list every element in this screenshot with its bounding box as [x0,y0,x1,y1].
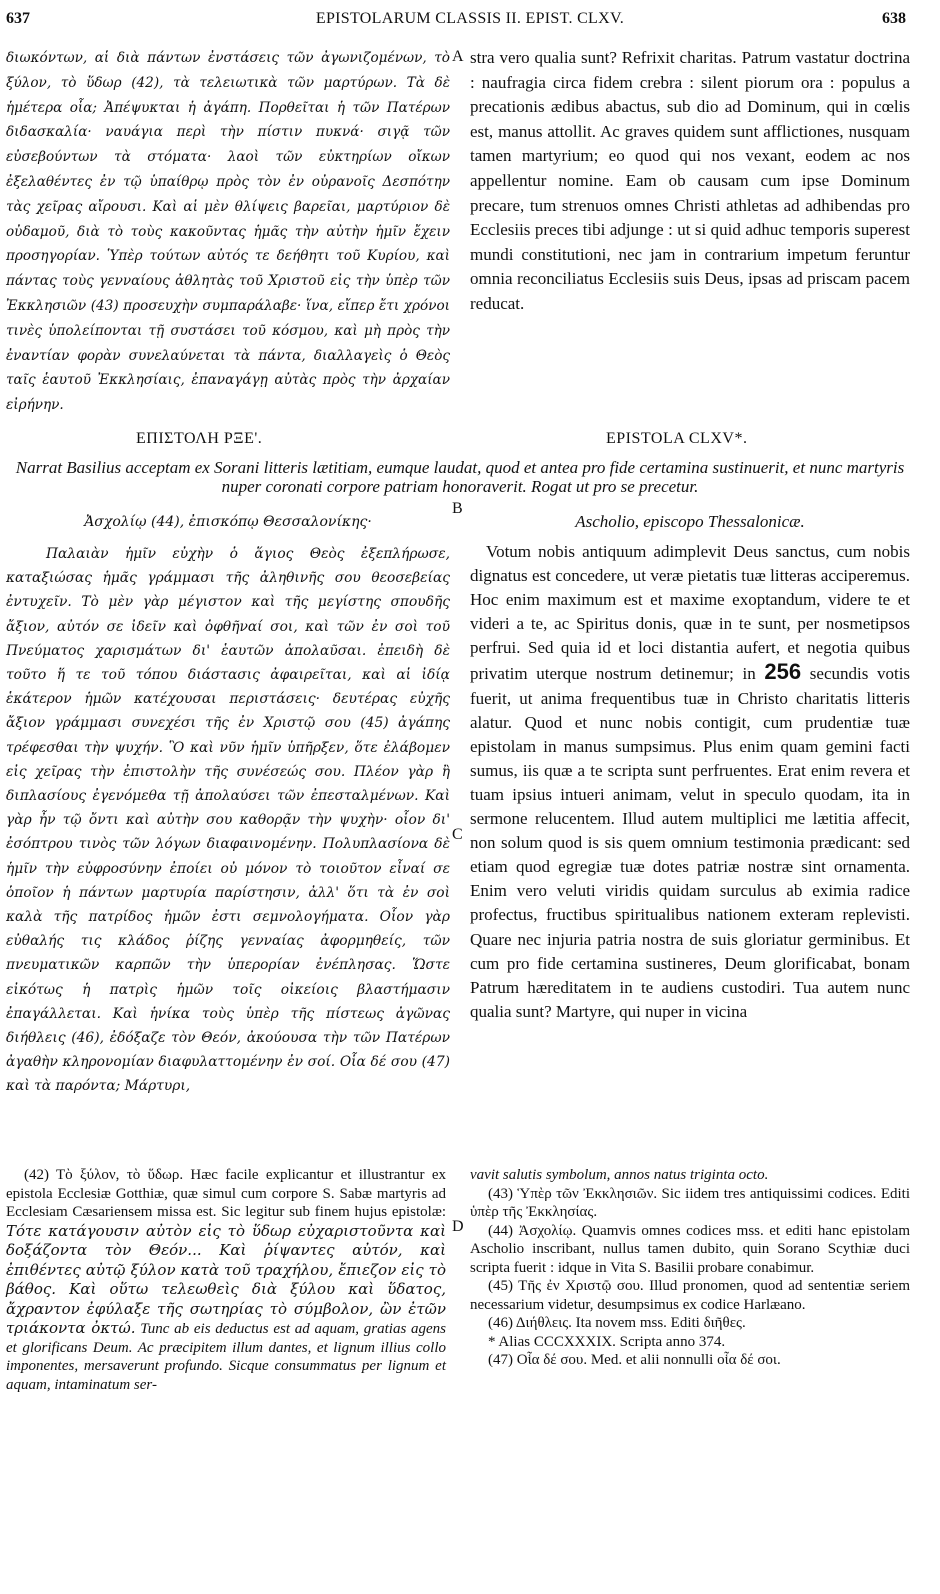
running-title: EPISTOLARUM CLASSIS II. EPIST. CLXV. [315,10,625,27]
latin-paragraph-top: stra vero qualia sunt? Refrixit charitas. Patrum vastatur doctrina : naufragia circa fidem crebra : silent piorum ora : populus a precationis ædibus abactus, sub dio ad Dominum, qui in cœlis est, manus attollit. Ac graves quidem sunt afflictiones, nusquam tamen martyrium; eo quod qui nos vexant, eodem ac nos appellentur nomine. Eam ob causam cum ipse Dominum precare, tum strenuos omnes Christi athletas ad adhibendas pro Ecclesiis preces tibi adjunge : ut si quid adhuc temporis superest mundi constitutioni, nec jam in contrarium impetum feruntur omnia reconciliatus Ecclesiis suis Deus, ipsas ad priscam pacem reducat. [470,48,910,313]
margin-marker-b: B [452,500,463,517]
address-greek: Ἀσχολίῳ (44), ἐπισκόπῳ Θεσσαλονίκης· [84,514,372,530]
margin-marker-c: C [452,826,463,843]
latin-text-top [470,46,910,317]
footnote-42-greek: Τότε κατάγουσιν αὐτὸν εἰς τὸ ὕδωρ εὐχαριστοῦντα καὶ δοξάζοντα τὸν Θεόν... Καὶ ῥίψαντες αὐτόν, καὶ ἐπιθέντες αὐτῷ ξύλον κατὰ τοῦ τραχήλου, ἔπιεζον εἰς τὸ βάθος. Καὶ οὕτω τελεωθεὶς διὰ ξύλου καὶ ὕδατος, ἄχραντον ἐφύλαξε τῆς σωτηρίας τὸ σύμβολον, ὢν ἐτῶν τριάκοντα ὀκτώ. [6,1221,446,1337]
latin-main-part-2: secundis votis fuerit, ut anima frequentibus tuæ in Christo charitatis litteris alatur. Quod et nunc nobis contigit, cum prudentiæ tuæ epistolam in manus sumpsimus. Plus enim quam gemini facti sumus, iis quæ a te scripta sunt perfruentes. Erat enim revera et tuam ipsius intueri animam, velut in speculo quodam, ita in sermone relucentem. Illud autem multiplici me lætitia affecit, non solum quod is sis quem omnium testimonia prædicant: sed etiam quod egregiæ tuæ dotes patriæ nostræ sint ornamenta. Enim vero veluti viridis quidam surculus ab eximia radice profectus, fructibus spiritualibus nationem exteram replevisti. Quare nec injuria patria nostra de suis gloriatur germinibus. Et cum pro fide certamina sustineres, Deum glorificabat, bonam Patrum hæreditatem in te audiens custodiri. Tua autem nunc qualia sunt? Martyre, qui nuper in vicina [470,664,911,1021]
greek-text-top [6,46,450,418]
latin-paragraph-main [470,540,910,1024]
footnote-42 [6,1166,446,1394]
epistle-summary: Narrat Basilius acceptam ex Sorani litteris lætitiam, eumque laudat, quod et antea pro fide certamina sustinuerit, et nunc martyris nuper coronati corpore patriam honoraverit. Rogat ut pro se precetur. [15,458,905,496]
latin-main-part-1: Votum nobis antiquum adimplevit Deus sanctus, cum nobis dignatus est concedere, ut veræ pietatis tuæ litteras acciperemus. Hoc enim maximum est et maxime exoptandum, videre te et videri a te, ac Spiritus donis, quæ in te sunt, per nosmetipsos perfrui. Sed quia id et loci distantia aufert, et negotia quibus privatim uterque nostrum detinemur; in [470,542,910,684]
footnote-47: (47) Οἷα δέ σου. Med. et alii nonnulli οἷα δέ σοι. [488,1352,781,1368]
greek-paragraph-top: διωκόντων, αἱ διὰ πάντων ἐνστάσεις τῶν ἀγωνιζομένων, τὸ ξύλον, τὸ ὕδωρ (42), τὰ τελειωτικὰ τῶν μαρτύρων. Τὰ δὲ ἡμέτερα οἷα; Ἀπέψυκται ἡ ἀγάπη. Πορθεῖται ἡ τῶν Πατέρων διδασκαλία· ναυάγια περὶ τὴν πίστιν πυκνά· σιγᾷ τῶν εὐσεβούντων τὰ στόματα· λαοὶ τῶν εὐκτηρίων οἴκων ἐξελαθέντες ἐν τῷ ὑπαίθρῳ πρὸς τὸν ἐν οὐρανοῖς Δεσπότην τὰς χεῖρας αἴρουσι. Καὶ αἱ μὲν θλίψεις βαρεῖαι, μαρτύριον δὲ οὐδαμοῦ, διὰ τὸ τοὺς κακοῦντας ἡμᾶς τὴν αὐτὴν ἡμῖν ἔχειν προσηγορίαν. Ὑπὲρ τούτων αὐτός τε δεήθητι τοῦ Κυρίου, καὶ πάντας τοὺς γενναίους ἀθλητὰς τοῦ Χριστοῦ εἰς τὴν ὑπὲρ τῶν Ἐκκλησιῶν (43) προσευχὴν συμπαράλαβε· ἵνα, εἴπερ ἔτι χρόνοι τινὲς ὑπολείπονται τῇ συστάσει τοῦ κόσμου, καὶ μὴ πρὸς τὴν ἐναντίαν φορὰν συνελαύνεται τὰ πάντα, διαλλαγεὶς ὁ Θεὸς ταῖς ἑαυτοῦ Ἐκκλησίαις, ἐπαναγάγῃ αὐτὰς πρὸς τὴν ἀρχαίαν εἰρήνην. [6,50,450,414]
margin-marker-a: A [452,48,464,65]
footnote-46: (46) Διήθλεις. Ita novem mss. Editi διῆθες. [488,1315,746,1331]
footnote-star: * Alias CCCXXXIX. Scripta anno 374. [488,1333,726,1350]
greek-paragraph-main: Παλαιὰν ἡμῖν εὐχὴν ὁ ἅγιος Θεὸς ἐξεπλήρωσε, καταξιώσας ἡμᾶς γράμμασι τῆς ἀληθινῆς σου θεοσεβείας ἐντυχεῖν. Τὸ μὲν γὰρ μέγιστον καὶ τῆς μεγίστης σπουδῆς ἄξιον, αὐτόν σε ἰδεῖν καὶ ὀφθῆναί σοι, καὶ τῶν ἐν σοὶ τοῦ Πνεύματος χαρισμάτων δι' ἑαυτῶν ἀπολαῦσαι. ἐπειδὴ δὲ τοῦτο ἥ τε τοῦ τόπου διάστασις ἀφαιρεῖται, καὶ αἱ ἰδίᾳ ἑκάτερον ἡμῶν κατέχουσαι περιστάσεις· δευτέρας εὐχῆς ἄξιον γράμμασι συνεχέσι τῆς ἐν Χριστῷ σου (45) ἀγάπης τρέφεσθαι τὴν ψυχήν. Ὃ καὶ νῦν ἡμῖν ὑπῆρξεν, ὅτε ἐλάβομεν εἰς χεῖρας τὴν ἐπιστολὴν τῆς συνέσεώς σου. Πλέον γὰρ ἢ διπλασίους ἐγενόμεθα τῇ ἀπολαύσει τῶν ἐπεσταλμένων. Καὶ γὰρ ἦν τῷ ὄντι καὶ αὐτὴν σου καθορᾷν τὴν ψυχὴν· οἷον δι' ἐσόπτρου τινὸς τῶν λόγων διαφαινομένην. Πολυπλασίονα δὲ ἡμῖν τὴν εὐφροσύνην ἐποίει οὐ μόνον τὸ τοιοῦτον εἶναί σε ὁποῖον ἡ πάντων μαρτυρία παρίστησιν, ἀλλ' ὅτι τὰ ἐν σοὶ καλὰ τῆς πατρίδος ἡμῶν ἐστι σεμνολογήματα. Οἷον γὰρ εὐθαλής τις κλάδος ῥίζης γενναίας ἀφορμηθείς, τῶν πνευματικῶν καρπῶν τὴν ὑπερορίαν ἐνέπλησας. Ὥστε εἰκότως ἡ πατρὶς ἡμῶν τοῖς οἰκείοις βλαστήμασιν ἐπαγάλλεται. Καὶ ἡνίκα τοὺς ὑπὲρ τῆς πίστεως ἀγῶνας διήθλεις (46), ἐδόξαζε τὸν Θεόν, ἀκούουσα τὴν τῶν Πατέρων ἀγαθὴν κληρονομίαν διαφυλαττομένην ἐν σοί. Οἷα δέ σου (47) καὶ τὰ παρόντα; Μάρτυρι, [6,546,450,1095]
running-header [0,10,940,34]
footnote-42-intro: (42) Τὸ ξύλον, τὸ ὕδωρ. Hæc facile explicantur et illustrantur ex epistola Ecclesiæ Gotthiæ, quæ simul cum corpore S. Sabæ martyris ad Ecclesiam Cæsariensem missa est. Sic legitur sub finem hujus epistolæ: [6,1167,446,1220]
footnote-43: (43) Ὑπὲρ τῶν Ἐκκλησιῶν. Sic iidem tres antiquissimi codices. Editi ὑπὲρ τῆς Ἐκκλησίας. [470,1185,910,1220]
footnote-42-latin: Tunc ab eis deductus est ad aquam, gratias agens et glorificans Deum. Ac præcipitem illum dantes, et lignum illius collo imponentes, mersaverunt profundo. Sicque consummatus per lignum et aquam, intaminatum ser- [6,1321,447,1393]
latin-text-main [470,540,910,1024]
footnote-44: (44) Ἀσχολίῳ. Quamvis omnes codices mss. et editi hanc epistolam Ascholio inscribant, nullus tamen dubito, quin Sorano Scythiæ duci scripta fuerit : idque in Vita S. Basilii probare conabimur. [470,1222,910,1276]
footnotes-right [470,1166,910,1370]
page-number-left: 637 [6,10,30,27]
address-latin: Ascholio, episcopo Thessalonicæ. [575,512,805,531]
epistle-title-latin: EPISTOLA CLXV*. [606,430,748,447]
page-number-right: 638 [882,10,906,27]
margin-marker-d: D [452,1218,464,1235]
footnote-42-continued: vavit salutis symbolum, annos natus triginta octo. [470,1167,769,1183]
footnote-45: (45) Τῆς ἐν Χριστῷ σου. Illud pronomen, quod ad sententiæ seriem necessarium videtur, desumpsimus ex codice Harlæano. [470,1278,910,1313]
epistle-title-greek: ΕΠΙΣΤΟΛΗ ΡΞΕ'. [136,430,263,447]
column-number: 256 [764,659,802,685]
footnotes-left [6,1166,446,1394]
greek-text-main [6,542,450,1099]
